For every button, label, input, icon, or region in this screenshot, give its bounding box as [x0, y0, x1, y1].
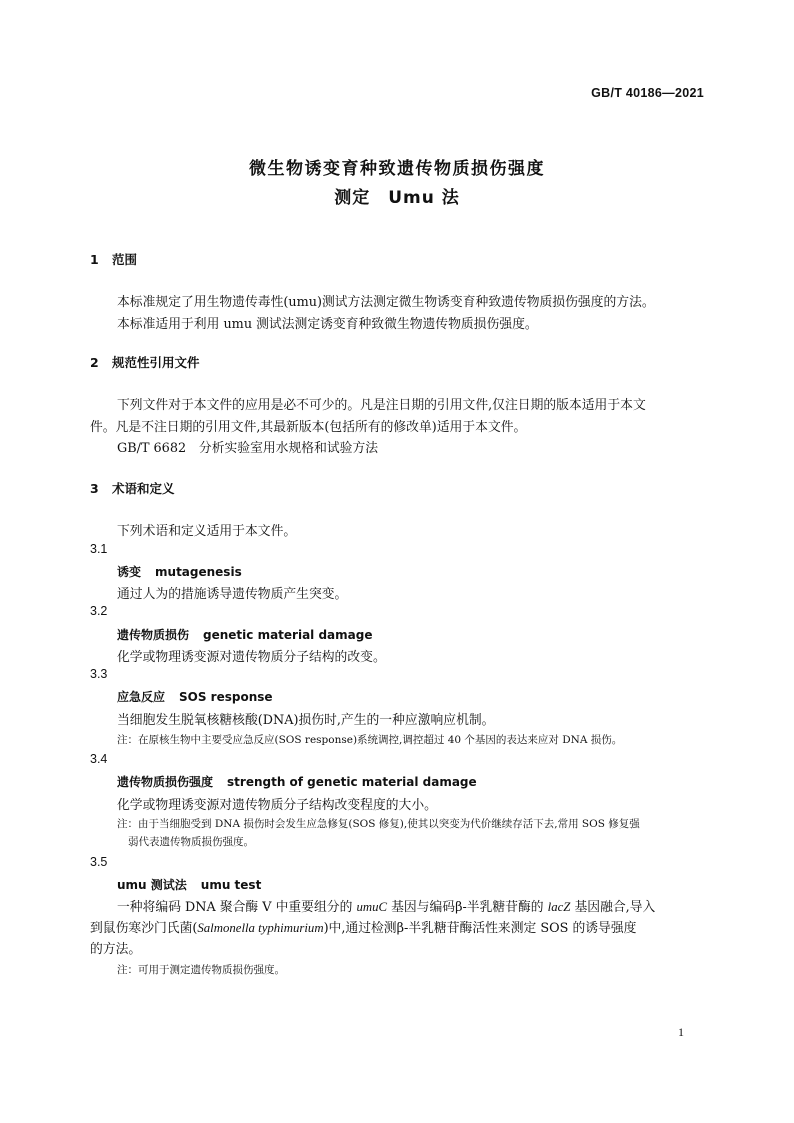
term-3-5-definition-line2: 到鼠伤寒沙门氏菌(Salmonella typhimurium)中,通过检测β-半乳糖苷酶活性来测定 SOS 的诱导强度	[90, 921, 637, 936]
term-3-2-number: 3.2	[90, 604, 108, 618]
term-3-5-title: umu 测试法 umu test	[117, 878, 262, 892]
term-3-1-definition: 通过人为的措施诱导遗传物质产生突变。	[117, 587, 348, 602]
term-3-5-number: 3.5	[90, 855, 108, 869]
page-number: 1	[678, 1025, 684, 1039]
section-2-heading: 2 规范性引用文件	[90, 355, 200, 370]
term-3-4-number: 3.4	[90, 752, 108, 766]
normative-reference: GB/T 6682 分析实验室用水规格和试验方法	[117, 441, 379, 456]
term-3-3-title: 应急反应 SOS response	[117, 690, 273, 704]
section-1-paragraph-1: 本标准规定了用生物遗传毒性(umu)测试方法测定微生物诱变育种致遗传物质损伤强度的方法。	[117, 295, 655, 310]
term-3-3-number: 3.3	[90, 667, 108, 681]
section-2-paragraph-line1: 下列文件对于本文件的应用是必不可少的。凡是注日期的引用文件,仅注日期的版本适用于本文	[117, 398, 646, 413]
term-3-1-title: 诱变 mutagenesis	[117, 565, 242, 579]
document-title-line2: 测定 Umu 法	[334, 188, 460, 208]
term-3-3-definition: 当细胞发生脱氧核糖核酸(DNA)损伤时,产生的一种应激响应机制。	[117, 713, 495, 728]
term-3-1-number: 3.1	[90, 542, 108, 556]
section-1-paragraph-2: 本标准适用于利用 umu 测试法测定诱变育种致微生物遗传物质损伤强度。	[117, 317, 538, 332]
term-3-2-definition: 化学或物理诱变源对遗传物质分子结构的改变。	[117, 650, 386, 665]
term-3-3-note: 注：在原核生物中主要受应急反应(SOS response)系统调控,调控超过 40 个基因的表达来应对 DNA 损伤。	[117, 734, 623, 746]
term-3-4-title: 遗传物质损伤强度 strength of genetic material damage	[117, 775, 477, 789]
standard-code: GB/T 40186—2021	[591, 86, 704, 100]
term-3-4-definition: 化学或物理诱变源对遗传物质分子结构改变程度的大小。	[117, 798, 437, 813]
section-3-heading: 3 术语和定义	[90, 481, 175, 496]
term-3-4-note-line2: 弱代表遗传物质损伤强度。	[128, 836, 254, 848]
section-3-intro: 下列术语和定义适用于本文件。	[117, 524, 297, 539]
section-2-paragraph-line2: 件。凡是不注日期的引用文件,其最新版本(包括所有的修改单)适用于本文件。	[90, 420, 527, 435]
term-3-5-definition-line1: 一种将编码 DNA 聚合酶 V 中重要组分的 umuC 基因与编码β-半乳糖苷酶的 lacZ 基因融合,导入	[117, 900, 656, 915]
term-3-5-note: 注：可用于测定遗传物质损伤强度。	[117, 964, 285, 976]
section-1-heading: 1 范围	[90, 252, 138, 267]
term-3-5-definition-line3: 的方法。	[90, 942, 142, 957]
document-title-line1: 微生物诱变育种致遗传物质损伤强度	[249, 159, 545, 179]
term-3-4-note-line1: 注：由于当细胞受到 DNA 损伤时会发生应急修复(SOS 修复),使其以突变为代价继续存活下去,常用 SOS 修复强	[117, 818, 640, 830]
term-3-2-title: 遗传物质损伤 genetic material damage	[117, 628, 373, 642]
